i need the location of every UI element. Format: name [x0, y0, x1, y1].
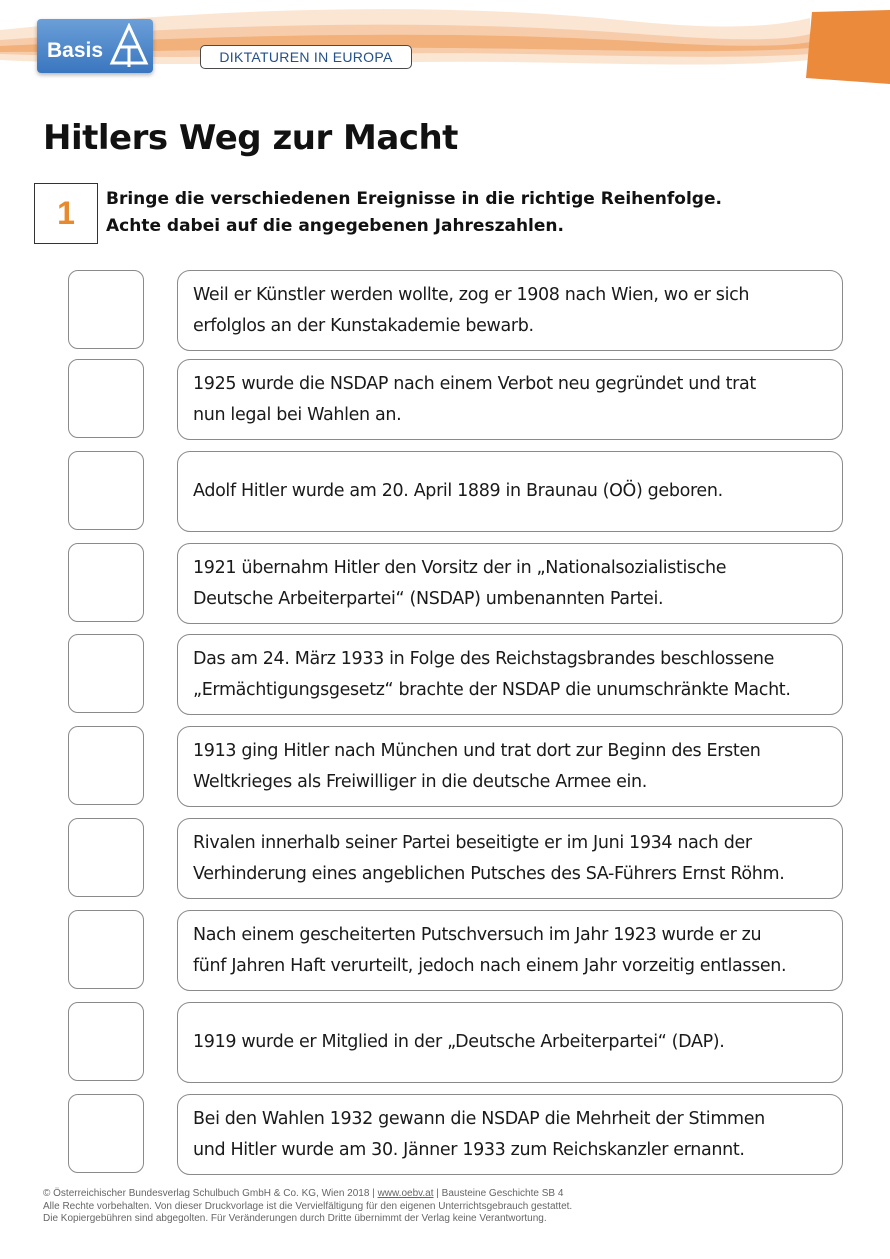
- event-text-line: Verhinderung eines angeblichen Putsches des SA-Führers Ernst Röhm.: [193, 863, 785, 884]
- instruction-line-1: Bringe die verschiedenen Ereignisse in die richtige Reihenfolge.: [106, 189, 722, 209]
- footer-book: | Bausteine Geschichte SB 4: [433, 1188, 564, 1199]
- event-card: [177, 1002, 843, 1083]
- order-answer-box[interactable]: [68, 726, 144, 805]
- order-answer-box[interactable]: [68, 270, 144, 349]
- event-text-line: Adolf Hitler wurde am 20. April 1889 in Braunau (OÖ) geboren.: [193, 481, 723, 501]
- event-text-line: und Hitler wurde am 30. Jänner 1933 zum Reichskanzler ernannt.: [193, 1139, 745, 1160]
- order-answer-box[interactable]: [68, 451, 144, 530]
- task-instruction: [106, 186, 806, 240]
- event-text-line: 1913 ging Hitler nach München und trat dort zur Beginn des Ersten: [193, 740, 761, 761]
- event-text-line: Rivalen innerhalb seiner Partei beseitigte er im Juni 1934 nach der: [193, 832, 752, 853]
- event-text-line: 1919 wurde er Mitglied in der „Deutsche Arbeiterpartei“ (DAP).: [193, 1032, 725, 1052]
- event-text-line: Weltkrieges als Freiwilliger in die deutsche Armee ein.: [193, 771, 648, 792]
- event-card: [177, 634, 843, 715]
- event-card: [177, 451, 843, 532]
- task-number: 1: [34, 183, 98, 244]
- event-card: [177, 818, 843, 899]
- event-card: [177, 1094, 843, 1175]
- copyright-footer: [43, 1188, 863, 1226]
- footer-copyright: © Österreichischer Bundesverlag Schulbuch GmbH & Co. KG, Wien 2018 |: [43, 1188, 378, 1199]
- order-answer-box[interactable]: [68, 359, 144, 438]
- event-card: [177, 910, 843, 991]
- basis-logo: [37, 19, 153, 73]
- event-text-line: Weil er Künstler werden wollte, zog er 1908 nach Wien, wo er sich: [193, 284, 750, 305]
- triangle-logo-icon: [109, 23, 149, 69]
- order-answer-box[interactable]: [68, 1002, 144, 1081]
- topic-label: DIKTATUREN IN EUROPA: [200, 45, 412, 69]
- event-text-line: 1921 übernahm Hitler den Vorsitz der in „Nationalsozialistische: [193, 557, 727, 578]
- instruction-line-2: Achte dabei auf die angegebenen Jahreszahlen.: [106, 216, 564, 236]
- footer-line-1: [43, 1188, 863, 1201]
- event-text-line: Deutsche Arbeiterpartei“ (NSDAP) umbenannten Partei.: [193, 588, 664, 609]
- order-answer-box[interactable]: [68, 1094, 144, 1173]
- event-card: [177, 270, 843, 351]
- event-text-line: fünf Jahren Haft verurteilt, jedoch nach einem Jahr vorzeitig entlassen.: [193, 955, 787, 976]
- event-card: [177, 543, 843, 624]
- order-answer-box[interactable]: [68, 543, 144, 622]
- order-answer-box[interactable]: [68, 634, 144, 713]
- logo-text: Basis: [47, 39, 104, 62]
- order-answer-box[interactable]: [68, 818, 144, 897]
- event-text-line: Nach einem gescheiterten Putschversuch im Jahr 1923 wurde er zu: [193, 924, 762, 945]
- event-text-line: „Ermächtigungsgesetz“ brachte der NSDAP die unumschränkte Macht.: [193, 679, 791, 700]
- event-card: [177, 726, 843, 807]
- event-text-line: 1925 wurde die NSDAP nach einem Verbot neu gegründet und trat: [193, 373, 756, 394]
- footer-line-3: Die Kopiergebühren sind abgegolten. Für Veränderungen durch Dritte übernimmt der Verlag keine Verantwortung.: [43, 1213, 547, 1224]
- page-title: Hitlers Weg zur Macht: [43, 118, 458, 158]
- event-text-line: Bei den Wahlen 1932 gewann die NSDAP die Mehrheit der Stimmen: [193, 1108, 765, 1129]
- event-text-line: nun legal bei Wahlen an.: [193, 404, 402, 425]
- order-answer-box[interactable]: [68, 910, 144, 989]
- event-card: [177, 359, 843, 440]
- footer-line-2: Alle Rechte vorbehalten. Von dieser Druckvorlage ist die Vervielfältigung für den eigenen Unterrichtsgebrauch gestattet.: [43, 1200, 573, 1212]
- event-text-line: erfolglos an der Kunstakademie bewarb.: [193, 315, 534, 336]
- publisher-link[interactable]: www.oebv.at: [377, 1188, 434, 1199]
- event-text-line: Das am 24. März 1933 in Folge des Reichstagsbrandes beschlossene: [193, 648, 775, 669]
